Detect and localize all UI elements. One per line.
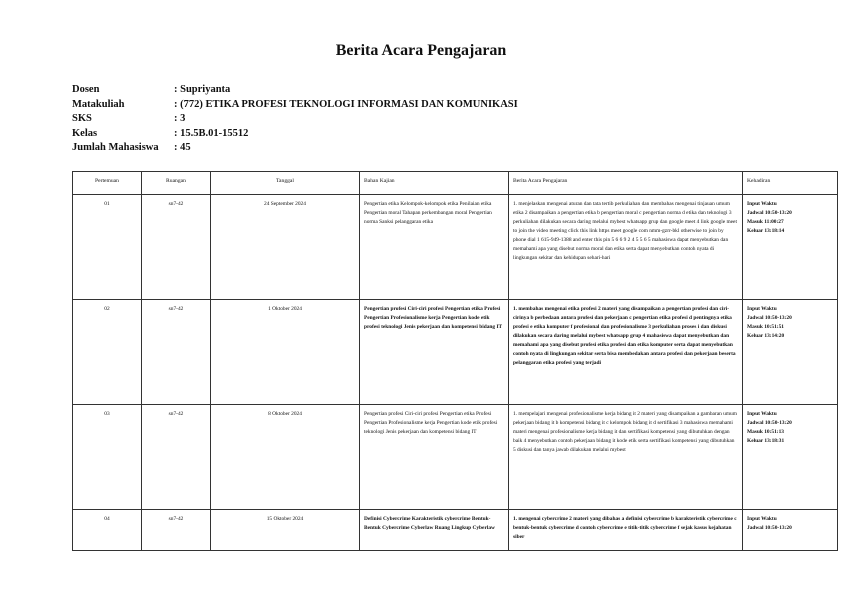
- kehadiran-line: Keluar 13:18:14: [747, 228, 785, 234]
- kehadiran-line: Keluar 13:18:31: [747, 438, 785, 444]
- info-label: SKS: [72, 113, 92, 124]
- cell-kehadiran: [743, 300, 838, 405]
- info-jumlah-mahasiswa: [72, 141, 518, 156]
- kehadiran-line: Masuk 10:51:51: [747, 324, 784, 330]
- info-sks: [72, 112, 518, 127]
- table-row: [73, 405, 838, 510]
- kehadiran-line: Jadwal 10:50-13:20: [747, 210, 792, 216]
- cell-kehadiran: [743, 195, 838, 300]
- cell-bahan-kajian: Definisi Cybercrime Karakteristik cybercrime Bentuk-Bentuk Cybercrime Cyberlaw Ruang Lingkup Cyberlaw: [360, 510, 509, 551]
- cell-berita-acara: 1. membahas mengenai etika profesi 2 materi yang disampaikan a pengertian profesi dan ciri-cirinya b perbedaan antara profesi dan pekerjaan c pengertian etika profesi d pentingnya etika profesi e etika komputer f profesional dan profesionalisme 3 perkuliahan proses i dan diskusi dilakukan secara daring melalui mybest whatsapp grup 4 mahasiswa dapat menyebutkan dan memahami apa yang disebut profesi etika profesi dan etika komputer serta dapat menyebutkan contoh nyata di lingkungan sekitar serta bisa membedakan antara profesi dan pekerjaan beserta pelanggaran etika profesi yang terjadi: [509, 300, 743, 405]
- kehadiran-line: Masuk 10:51:13: [747, 429, 784, 435]
- cell-bahan-kajian: Pengertian profesi Ciri-ciri profesi Pengertian etika Profesi Pengertian Profesionalisme kerja Pengertian kode etik profesi teknologi Jenis pekerjaan dan kompetensi bidang IT: [360, 300, 509, 405]
- cell-ruangan: sn7-42: [142, 510, 211, 551]
- teaching-report-table: [72, 171, 838, 551]
- table-row: [73, 510, 838, 551]
- kehadiran-line: Input Waktu: [747, 411, 777, 417]
- header-bahan-kajian: Bahan Kajian: [360, 172, 509, 195]
- kehadiran-line: Input Waktu: [747, 516, 777, 522]
- info-label: Jumlah Mahasiswa: [72, 142, 159, 153]
- cell-bahan-kajian: Pengertian profesi Ciri-ciri profesi Pengertian etika Profesi Pengertian Profesionalisme kerja Pengertian kode etik profesi teknologi Jenis pekerjaan dan kompetensi bidang IT: [360, 405, 509, 510]
- cell-pertemuan: 02: [73, 300, 142, 405]
- table-row: [73, 195, 838, 300]
- cell-berita-acara: 1. mempelajari mengenai profesionalisme kerja bidang it 2 materi yang disampaikan a gambaran umum pekerjaan bidang it b kompetensi bidang it c kelompok bidang it d sertifikasi 3 mahasiswa memahami materi mengenai profesionalisme kerja bidang it dan sertifikasi kompetensi yang dibutuhkan dengan baik 4 menyebutkan contoh pekerjaan bidang it kode etik serta sertifikasi kompetensi yang dibutuhkan 5 diskusi dan tanya jawab dilakukan melalui mybest: [509, 405, 743, 510]
- info-value: : (772) ETIKA PROFESI TEKNOLOGI INFORMASI DAN KOMUNIKASI: [174, 98, 518, 110]
- header-tanggal: Tanggal: [211, 172, 360, 195]
- info-label: Dosen: [72, 84, 100, 95]
- header-kehadiran: Kehadiran: [743, 172, 838, 195]
- info-value: : 45: [174, 142, 191, 153]
- kehadiran-line: Jadwal 10:50-13:20: [747, 420, 792, 426]
- info-value: : 3: [174, 113, 186, 124]
- header-ruangan: Ruangan: [142, 172, 211, 195]
- kehadiran-line: Masuk 11:00:27: [747, 219, 784, 225]
- cell-kehadiran: [743, 510, 838, 551]
- info-value: : 15.5B.01-15512: [174, 127, 249, 139]
- info-kelas: [72, 127, 518, 142]
- cell-ruangan: sn7-42: [142, 405, 211, 510]
- kehadiran-line: Jadwal 10:50-13:20: [747, 315, 792, 321]
- course-info: [72, 83, 518, 156]
- cell-pertemuan: 01: [73, 195, 142, 300]
- cell-pertemuan: 03: [73, 405, 142, 510]
- cell-tanggal: 24 September 2024: [211, 195, 360, 300]
- kehadiran-line: Input Waktu: [747, 306, 777, 312]
- cell-berita-acara: 1. mengenai cybercrime 2 materi yang dibahas a definisi cybercrime b karakteristik cybercrime c bentuk-bentuk cybercrime d contoh cybercrime e titik-titik cybercrime f sejak kasus kejahatan siber: [509, 510, 743, 551]
- info-matakuliah: [72, 98, 518, 113]
- table-header-row: [73, 172, 838, 195]
- cell-tanggal: 1 Oktober 2024: [211, 300, 360, 405]
- header-berita-acara: Berita Acara Pengajaran: [509, 172, 743, 195]
- header-pertemuan: Pertemuan: [73, 172, 142, 195]
- cell-pertemuan: 04: [73, 510, 142, 551]
- kehadiran-line: Input Waktu: [747, 201, 777, 207]
- cell-bahan-kajian: Pengertian etika Kelompok-kelompok etika Penilaian etika Pengertian moral Tahapan perkembangan moral Pengertian norma Sanksi pelanggaran etika: [360, 195, 509, 300]
- page-title: Berita Acara Pengajaran: [335, 42, 507, 59]
- cell-ruangan: sn7-42: [142, 300, 211, 405]
- cell-tanggal: 15 Oktober 2024: [211, 510, 360, 551]
- cell-berita-acara: 1. menjelaskan mengenai aturan dan tata tertib perkuliahan dan membahas mengenai tinjauan umum etika 2 disampaikan a pengertian etika b pengertian moral c pengertian norma d etika dan teknologi 3 perkuliahan dilakukan secara daring melalui mybest whatsapp grup dan google meet 4 link google meet to join the video meeting click this link https meet google com nmm-gzrr-bkl otherwise to join by phone dial 1 615-949-1388 and enter this pin 5 6 6 9 2 4 5 5 6 5 mahasiswa dapat menyebutkan dan memahami apa yang disebut norma moral dan etika serta dapat menyebutkan contoh nyata di lingkungan sekitar dan kehidupan sehari-hari: [509, 195, 743, 300]
- cell-kehadiran: [743, 405, 838, 510]
- info-label: Kelas: [72, 127, 98, 139]
- cell-tanggal: 8 Oktober 2024: [211, 405, 360, 510]
- cell-ruangan: sn7-42: [142, 195, 211, 300]
- info-value: : Supriyanta: [174, 84, 231, 95]
- info-label: Matakuliah: [72, 98, 125, 110]
- info-dosen: [72, 83, 518, 98]
- kehadiran-line: Keluar 13:14:20: [747, 333, 785, 339]
- table-row: [73, 300, 838, 405]
- kehadiran-line: Jadwal 10:50-13:20: [747, 525, 792, 531]
